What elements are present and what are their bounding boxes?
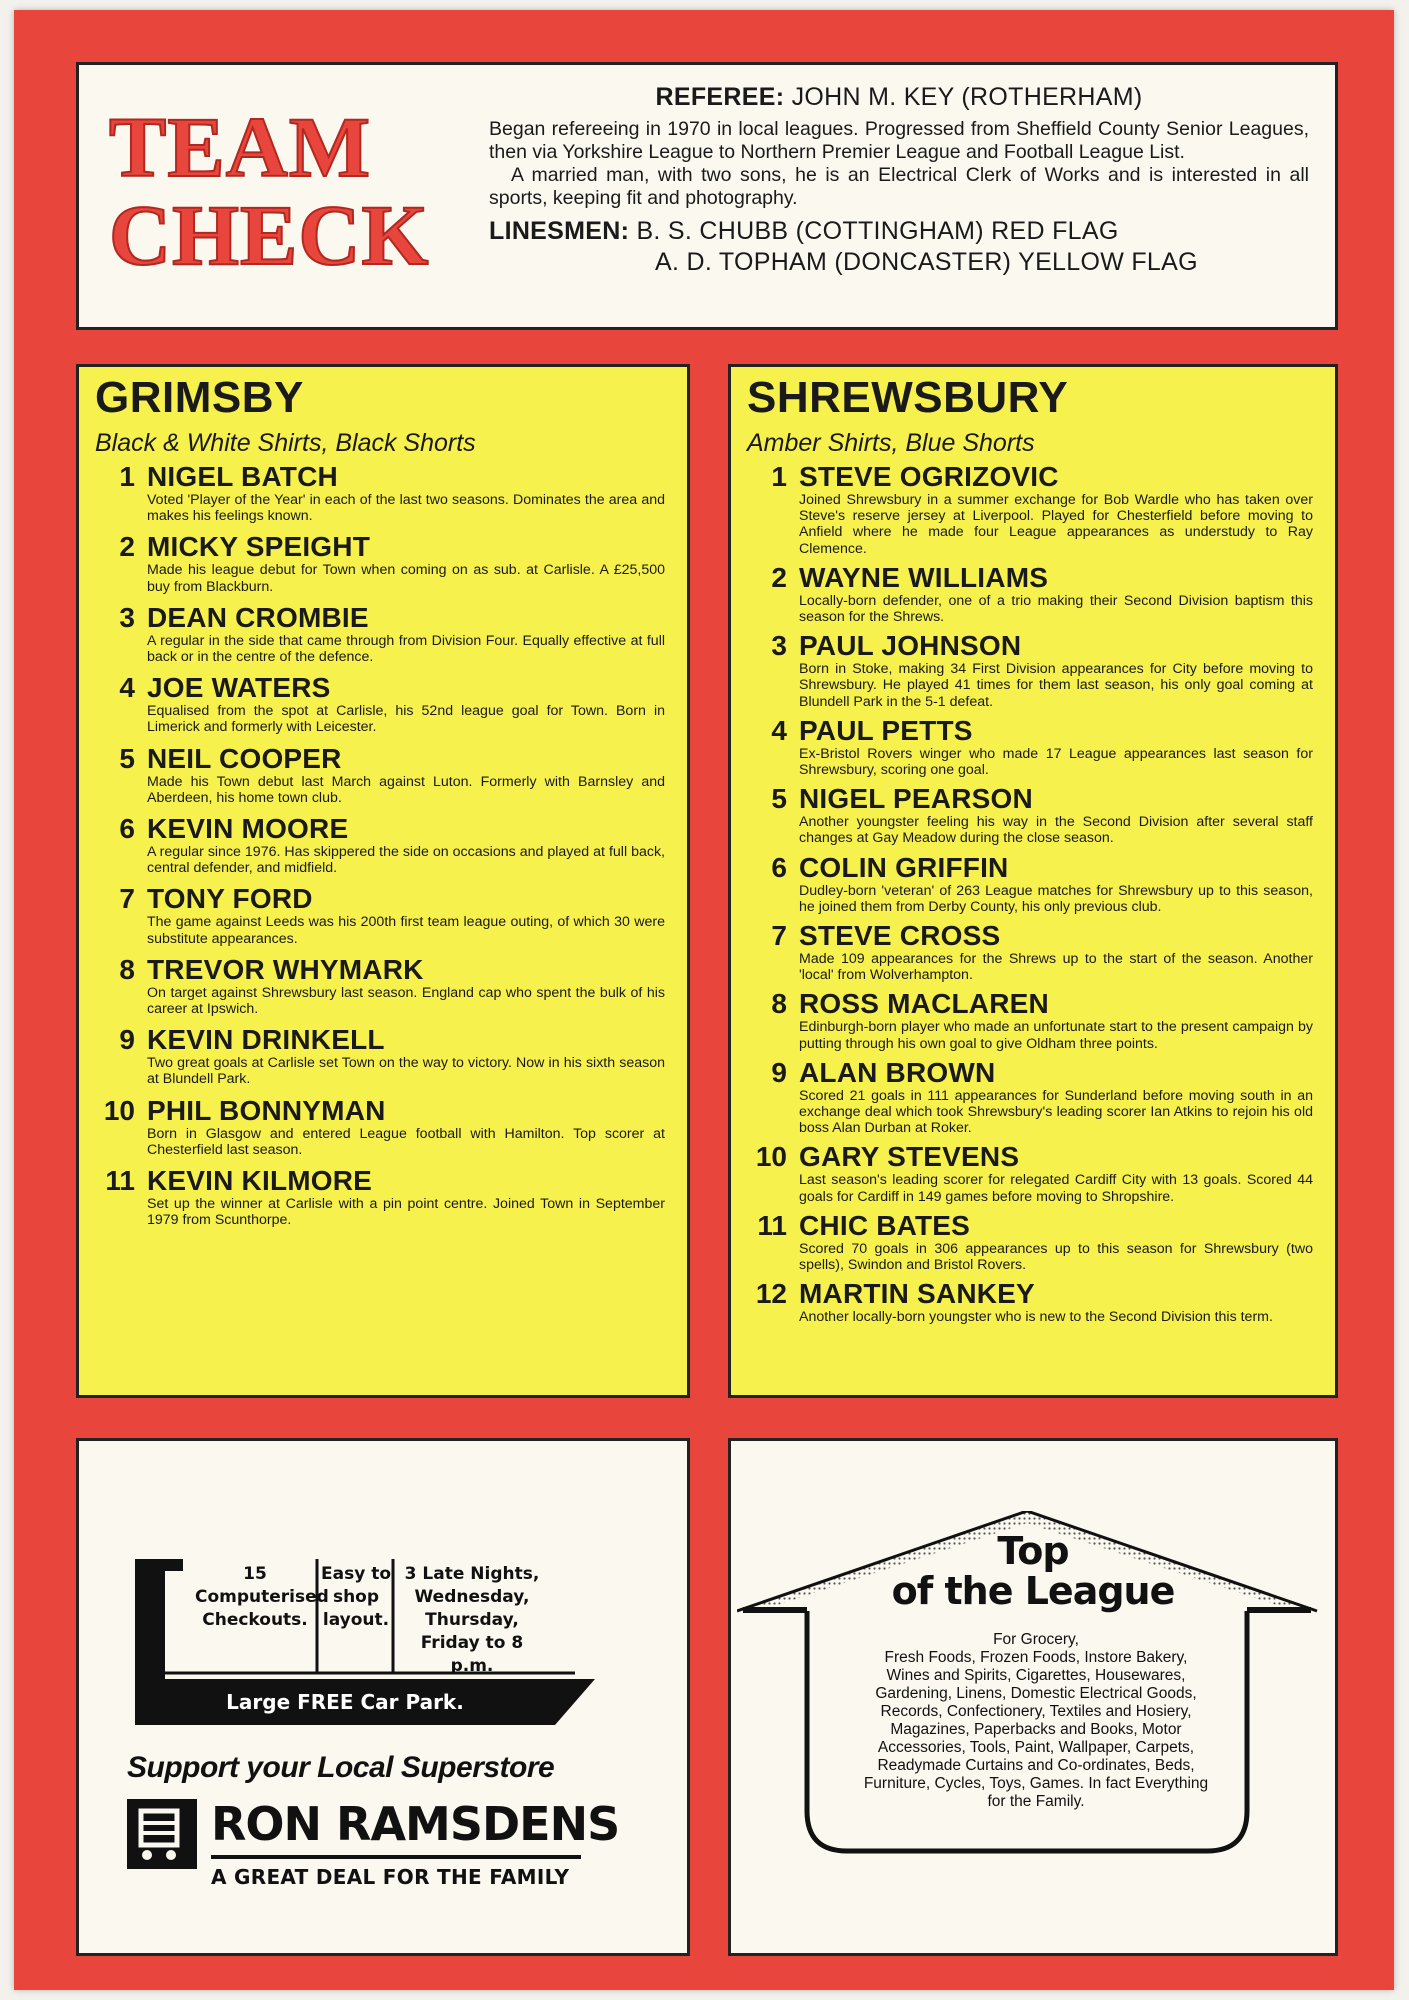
player-entry <box>731 1139 1335 1204</box>
product-line: for the Family. <box>987 1793 1085 1810</box>
player-entry <box>79 600 687 665</box>
team-name: SHREWSBURY <box>747 373 1069 422</box>
team-kit: Black & White Shirts, Black Shorts <box>95 429 476 457</box>
player-description: The game against Leeds was his 200th first team league outing, of which 30 were substitute appearances. <box>147 914 665 947</box>
title-line-check: CHECK <box>109 187 430 283</box>
player-number: 1 <box>119 461 135 492</box>
player-number: 3 <box>119 601 135 633</box>
product-list <box>836 1631 1236 1811</box>
player-name: MICKY SPEIGHT <box>147 531 371 563</box>
ad-top-of-the-league <box>728 1438 1338 1956</box>
player-entry <box>731 1055 1335 1137</box>
player-name: TREVOR WHYMARK <box>147 953 424 985</box>
team-panel-grimsby <box>76 364 690 1398</box>
player-number: 9 <box>119 1024 135 1056</box>
player-entry <box>731 850 1335 915</box>
player-entry <box>79 1163 687 1228</box>
player-description: Scored 70 goals in 306 appearances up to this season for Shrewsbury (two spells), Swindon and Bristol Rovers. <box>799 1240 1313 1274</box>
ad-title-top: Top <box>997 1529 1069 1573</box>
player-name: COLIN GRIFFIN <box>799 851 1009 883</box>
feature-text: Friday to 8 p.m. <box>420 1633 524 1676</box>
player-description: Edinburgh-born player who made an unfortunate start to the present campaign by putting through his own goal to give Oldham three points. <box>799 1019 1313 1052</box>
player-entry <box>731 1208 1335 1273</box>
player-name: NIGEL BATCH <box>147 461 338 492</box>
player-name: ALAN BROWN <box>799 1056 996 1088</box>
feature-late-nights <box>397 1563 547 1678</box>
player-entry <box>79 811 687 876</box>
ad-title-league: of the League <box>891 1569 1175 1613</box>
player-number: 8 <box>771 988 787 1020</box>
player-name: STEVE CROSS <box>799 920 1001 952</box>
player-description: Made his Town debut last March against Luton. Formerly with Barnsley and Aberdeen, his home town club. <box>147 773 665 806</box>
player-description: Another locally-born youngster who is new to the Second Division this term. <box>799 1309 1273 1326</box>
player-name: TONY FORD <box>147 883 313 915</box>
player-description: Another youngster feeling his way in the Second Division after several staff changes at Gay Meadow during the close season. <box>799 814 1313 847</box>
player-description: Set up the winner at Carlisle with a pin point centre. Joined Town in September 1979 from Scunthorpe. <box>147 1196 665 1229</box>
feature-text: layout. <box>322 1610 390 1630</box>
player-name: MARTIN SANKEY <box>799 1278 1035 1310</box>
player-number: 11 <box>105 1165 135 1197</box>
feature-text: 3 Late Nights, <box>404 1564 540 1584</box>
player-name: NIGEL PEARSON <box>799 783 1033 815</box>
player-description: Last season's leading scorer for relegated Cardiff City with 13 goals. Scored 44 goals for Cardiff in 149 games before moving to Shropshire. <box>799 1172 1313 1205</box>
player-name: KEVIN DRINKELL <box>147 1024 385 1056</box>
player-number: 5 <box>771 783 787 815</box>
referee-name: JOHN M. KEY (ROTHERHAM) <box>791 83 1143 111</box>
player-name: KEVIN MOORE <box>147 813 349 845</box>
product-line: Fresh Foods, Frozen Foods, Instore Bakery, <box>884 1649 1188 1666</box>
product-line: For Grocery, <box>993 1631 1079 1648</box>
player-name: WAYNE WILLIAMS <box>799 561 1049 593</box>
store-tagline: A GREAT DEAL FOR THE FAMILY <box>211 1865 570 1889</box>
feature-text: Easy to <box>321 1564 392 1584</box>
player-name: DEAN CROMBIE <box>147 601 369 633</box>
feature-text: 15 <box>243 1564 267 1584</box>
player-name: NEIL COOPER <box>147 742 342 774</box>
player-number: 8 <box>119 953 135 985</box>
player-description: Locally-born defender, one of a trio making their Second Division baptism this season for the Shrews. <box>799 592 1313 626</box>
player-entry <box>79 741 687 806</box>
player-number: 1 <box>771 461 787 492</box>
player-description: On target against Shrewsbury last season. England cap who spent the bulk of his career at Ipswich. <box>147 984 665 1018</box>
player-description: A regular since 1976. Has skippered the side on occasions and played at full back, central defender, and midfield. <box>147 844 665 877</box>
player-entry <box>731 713 1335 778</box>
team-name: GRIMSBY <box>95 373 304 422</box>
referee-bio-1: Began refereeing in 1970 in local leagues. Progressed from Sheffield County Senior Leagues, then via Yorkshire League to Northern Premier League and Football League List. <box>489 118 1309 163</box>
player-name: KEVIN KILMORE <box>147 1165 373 1197</box>
player-number: 12 <box>755 1278 787 1310</box>
underline-divider <box>211 1855 581 1859</box>
player-description: Made his league debut for Town when coming on as sub. at Carlisle. A £25,500 buy from Blackburn. <box>147 562 665 595</box>
player-name: GARY STEVENS <box>799 1141 1020 1173</box>
referee-heading <box>489 83 1309 112</box>
car-park-banner: Large FREE Car Park. <box>135 1679 555 1725</box>
player-entry <box>731 560 1335 625</box>
linesmen-label: LINESMEN: <box>489 217 630 245</box>
player-description: Equalised from the spot at Carlisle, his 52nd league goal for Town. Born in Limerick and formerly with Leicester. <box>147 703 665 736</box>
feature-text: shop <box>332 1587 380 1607</box>
referee-label: REFEREE: <box>655 83 785 111</box>
player-name: PAUL JOHNSON <box>799 630 1022 662</box>
player-name: JOE WATERS <box>147 672 331 704</box>
player-number: 11 <box>757 1209 787 1241</box>
player-description: A regular in the side that came through from Division Four. Equally effective at full back or in the centre of the defence. <box>147 632 665 666</box>
player-entry <box>79 1093 687 1158</box>
player-number: 4 <box>771 714 787 746</box>
player-entry <box>731 459 1335 557</box>
feature-checkouts <box>195 1563 329 1632</box>
player-number: 9 <box>771 1056 787 1088</box>
player-description: Joined Shrewsbury in a summer exchange for Bob Wardle who has taken over Steve's reserve jersey at Liverpool. Played for Chesterfield before moving to Anfield where he made four League appearances as understudy to Ray Clemence. <box>799 492 1313 557</box>
player-description: Born in Glasgow and entered League football with Hamilton. Top scorer at Chesterfield last season. <box>147 1125 665 1158</box>
player-description: Voted 'Player of the Year' in each of the last two seasons. Dominates the area and makes his feelings known. <box>147 492 665 525</box>
player-entry <box>79 529 687 594</box>
player-entry <box>731 918 1335 983</box>
player-number: 6 <box>771 851 787 883</box>
product-line: Furniture, Cycles, Toys, Games. In fact Everything <box>863 1775 1209 1792</box>
player-number: 2 <box>771 561 787 593</box>
support-slogan: Support your Local Superstore <box>127 1751 555 1784</box>
player-description: Born in Stoke, making 34 First Division appearances for City before moving to Shrewsbury. He played 41 times for them last season, his only goal coming at Blundell Park in the 5-1 defeat. <box>799 661 1313 710</box>
player-number: 5 <box>119 742 135 774</box>
feature-layout <box>321 1563 391 1632</box>
player-description: Made 109 appearances for the Shrews up to the start of the season. Another 'local' from Wolverhampton. <box>799 951 1313 984</box>
player-description: Scored 21 goals in 111 appearances for Sunderland before moving south in an exchange deal which took Shrewsbury's leading scorer Ian Atkins to rejoin his old boss Alan Durban at Roker. <box>799 1087 1313 1137</box>
player-description: Dudley-born 'veteran' of 263 League matches for Shrewsbury up to this season, he joined them from Derby County, his only previous club. <box>799 882 1313 915</box>
player-name: PHIL BONNYMAN <box>147 1094 386 1126</box>
product-line: Gardening, Linens, Domestic Electrical Goods, <box>875 1685 1197 1702</box>
product-line: Magazines, Paperbacks and Books, Motor <box>890 1721 1182 1738</box>
linesmen <box>489 216 1309 278</box>
feature-text: Checkouts. <box>202 1610 308 1630</box>
player-number: 10 <box>103 1094 135 1126</box>
player-entry <box>731 628 1335 710</box>
product-line: Accessories, Tools, Paint, Wallpaper, Carpets, <box>877 1739 1195 1756</box>
player-entry <box>731 986 1335 1051</box>
player-entry <box>79 1022 687 1087</box>
player-entry <box>79 670 687 735</box>
player-entry <box>79 881 687 946</box>
feature-text: Wednesday, <box>414 1587 530 1607</box>
player-entry <box>731 781 1335 846</box>
player-number: 2 <box>119 531 135 563</box>
title-line-team: TEAM <box>109 99 371 195</box>
linesman-2: A. D. TOPHAM (DONCASTER) YELLOW FLAG <box>655 248 1198 276</box>
feature-text: Computerised <box>195 1587 329 1607</box>
product-line: Readymade Curtains and Co-ordinates, Beds, <box>877 1757 1195 1774</box>
referee-bio-2: A married man, with two sons, he is an Electrical Clerk of Works and is interested in all sports, keeping fit and photography. <box>489 164 1309 209</box>
player-number: 10 <box>755 1141 787 1173</box>
team-check-title <box>109 99 430 283</box>
player-entry <box>79 459 687 524</box>
player-list <box>731 459 1335 1328</box>
player-number: 6 <box>119 813 135 845</box>
product-line: Wines and Spirits, Cigarettes, Housewares, <box>886 1667 1186 1684</box>
player-description: Ex-Bristol Rovers winger who made 17 League appearances last season for Shrewsbury, scoring one goal. <box>799 745 1313 779</box>
feature-text: Thursday, <box>425 1610 519 1630</box>
player-name: STEVE OGRIZOVIC <box>799 461 1059 492</box>
shopping-trolley-icon <box>127 1799 197 1869</box>
team-panel-shrewsbury <box>728 364 1338 1398</box>
player-number: 7 <box>119 883 135 915</box>
referee-section <box>489 83 1309 278</box>
player-description: Two great goals at Carlisle set Town on the way to victory. Now in his sixth season at Blundell Park. <box>147 1055 665 1088</box>
player-number: 7 <box>771 920 787 952</box>
store-features <box>135 1551 615 1731</box>
player-name: CHIC BATES <box>799 1209 971 1241</box>
product-line: Records, Confectionery, Textiles and Hosiery, <box>880 1703 1192 1720</box>
player-name: ROSS MACLAREN <box>799 988 1049 1020</box>
player-list <box>79 459 687 1233</box>
ad-ron-ramsdens <box>76 1438 690 1956</box>
team-kit: Amber Shirts, Blue Shorts <box>747 429 1035 457</box>
player-entry <box>731 1276 1335 1325</box>
programme-page <box>14 10 1394 1990</box>
team-check-header <box>76 62 1338 330</box>
player-name: PAUL PETTS <box>799 714 973 746</box>
player-entry <box>79 952 687 1017</box>
store-name: RON RAMSDENS <box>211 1797 620 1851</box>
player-number: 3 <box>771 630 787 662</box>
player-number: 4 <box>119 672 135 704</box>
linesman-1: B. S. CHUBB (COTTINGHAM) RED FLAG <box>636 217 1119 245</box>
